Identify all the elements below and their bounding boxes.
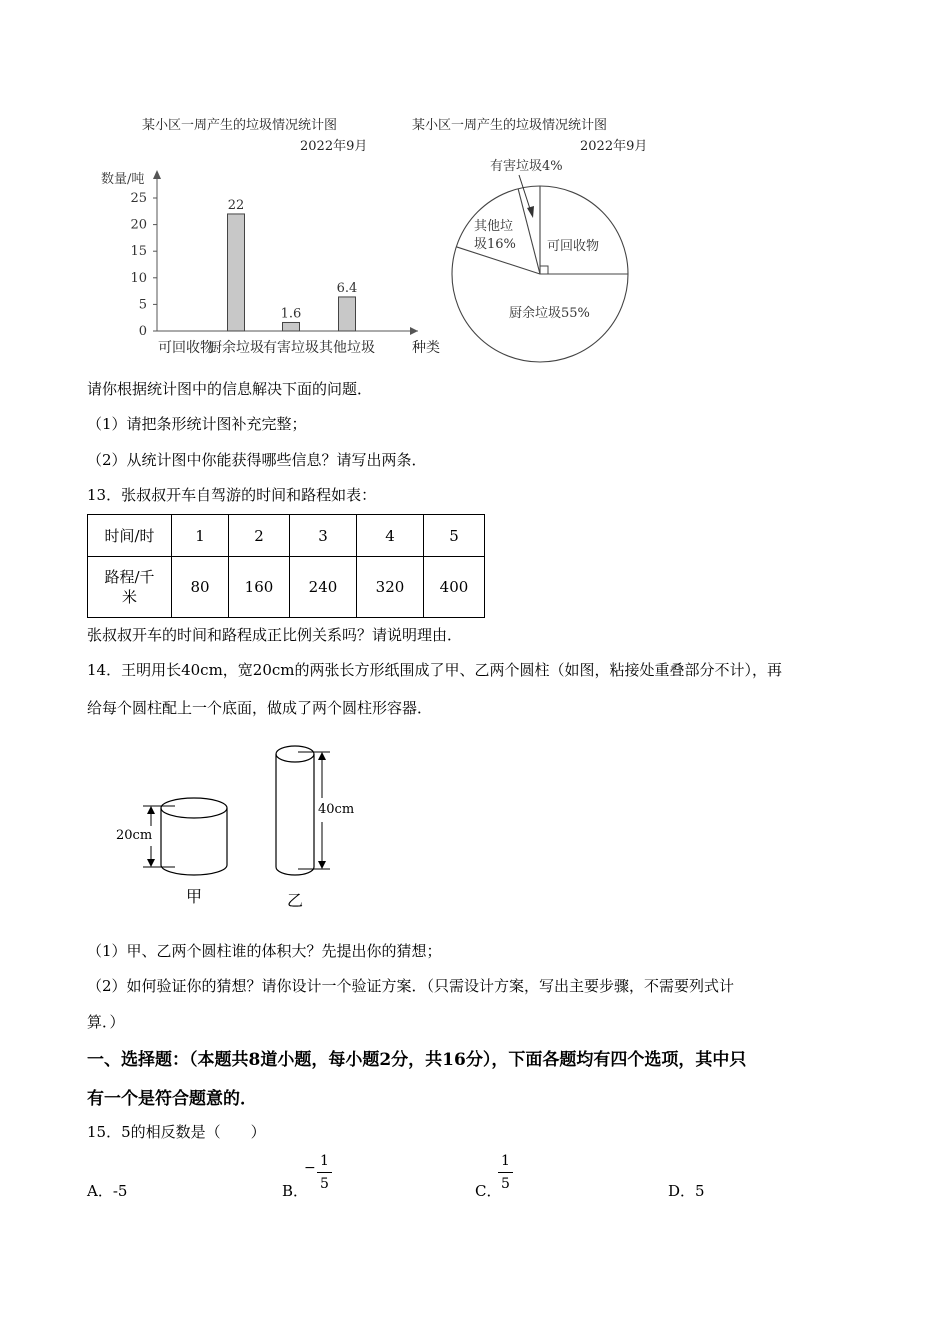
table-cell: 1: [172, 515, 229, 557]
bar-y-tick-label: 15: [130, 244, 147, 260]
bar-value-label: 22: [227, 197, 245, 213]
table-cell: 4: [357, 515, 424, 557]
q15-stem: 15．5的相反数是（ ）: [87, 1123, 266, 1141]
table-cell: 80: [172, 557, 229, 618]
q12-intro: 请你根据统计图中的信息解决下面的问题．: [87, 380, 373, 398]
q13-stem: 13．张叔叔开车自驾游的时间和路程如表：: [87, 486, 377, 504]
table-header-distance-line2: 米: [121, 588, 137, 606]
option-a: A．-5: [87, 1182, 128, 1200]
option-b-sign: −: [304, 1160, 316, 1176]
q14-part2-line2: 算．）: [87, 1013, 125, 1031]
bar-chart-date: 2022年9月: [300, 139, 368, 154]
q14-stem-line1: 14．王明用长40cm，宽20cm的两张长方形纸围成了甲、乙两个圆柱（如图，粘接处重叠部分不计），再: [87, 661, 783, 679]
q14-part1: （1）甲、乙两个圆柱谁的体积大？先提出你的猜想；: [87, 942, 442, 960]
pie-label-recyclable: 可回收物: [547, 239, 600, 254]
q14-stem-line2: 给每个圆柱配上一个底面，做成了两个圆柱形容器．: [87, 699, 433, 717]
q13-question: 张叔叔开车的时间和路程成正比例关系吗？请说明理由．: [87, 626, 463, 644]
cylinder-yi: [276, 746, 314, 875]
bar-y-tick-label: 20: [130, 217, 147, 233]
table-cell: 160: [229, 557, 290, 618]
option-d: D．5: [668, 1182, 705, 1200]
table-cell: 320: [357, 557, 424, 618]
pie-chart-title: 某小区一周产生的垃圾情况统计图: [412, 118, 608, 133]
option-c-fraction: [498, 1150, 513, 1195]
section-heading-line1: 一、选择题：（本题共8道小题，每小题2分，共16分），下面各题均有四个选项，其中只: [87, 1050, 747, 1070]
cylinder-jia: [161, 798, 227, 875]
option-b-denominator: 5: [320, 1176, 329, 1192]
figure-label-jia: 甲: [186, 887, 203, 906]
bar-category-label: 有害垃圾: [263, 340, 319, 356]
bar-category-label: 厨余垃圾: [208, 340, 264, 356]
height-label-jia: 20cm: [116, 828, 153, 843]
option-c-numerator: 1: [498, 1150, 513, 1173]
option-b-numerator: 1: [317, 1150, 332, 1173]
section-heading-line2: 有一个是符合题意的．: [87, 1089, 257, 1109]
pie-label-harmful: 有害垃圾4%: [490, 159, 563, 174]
q12-part1: （1）请把条形统计图补充完整；: [87, 415, 307, 433]
option-b-fraction: [317, 1150, 332, 1195]
bar-chart-title: 某小区一周产生的垃圾情况统计图: [142, 118, 338, 133]
table-cell: 2: [229, 515, 290, 557]
q12-part2: （2）从统计图中你能获得哪些信息？请写出两条．: [87, 451, 427, 469]
table-cell: 3: [290, 515, 357, 557]
table-header-time: 时间/时: [88, 515, 172, 557]
option-c-label: C．: [475, 1182, 502, 1200]
bar-value-label: 6.4: [336, 280, 358, 296]
pie-chart-date: 2022年9月: [580, 139, 648, 154]
bar-category-label: 其他垃圾: [319, 340, 375, 356]
table-cell: 240: [290, 557, 357, 618]
bar-value-label: 1.6: [280, 306, 302, 322]
bar-y-axis-label: 数量/吨: [101, 172, 145, 187]
bar-x-axis-label: 种类: [412, 340, 440, 356]
figure-label-yi: 乙: [287, 891, 304, 910]
bar-y-tick-label: 25: [130, 191, 147, 206]
pie-label-food: 厨余垃圾55%: [509, 306, 590, 321]
pie-label-other-line2: 圾16%: [474, 237, 516, 252]
table-cell: 5: [424, 515, 485, 557]
bar-category-label: 可回收物: [158, 340, 214, 356]
pie-label-other-line1: 其他垃: [474, 219, 514, 234]
table-header-distance-line1: 路程/千: [104, 568, 155, 586]
height-label-yi: 40cm: [318, 802, 355, 817]
q14-part2-line1: （2）如何验证你的猜想？请你设计一个验证方案．（只需设计方案，写出主要步骤，不需要列式计: [87, 977, 735, 995]
option-c-denominator: 5: [501, 1176, 510, 1192]
table-cell: 400: [424, 557, 485, 618]
bar-y-tick-label: 5: [138, 297, 147, 313]
bar-y-tick-label: 0: [138, 324, 147, 339]
option-b-label: B．: [282, 1182, 309, 1200]
bar-y-tick-label: 10: [130, 270, 147, 286]
